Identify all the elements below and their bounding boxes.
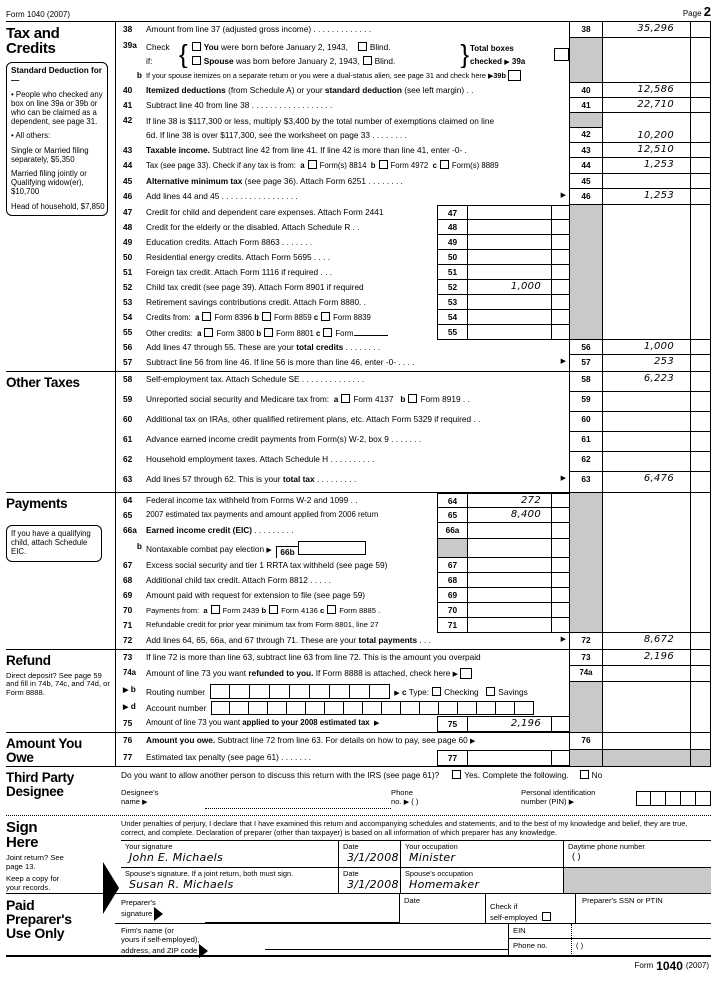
section-refund — [6, 649, 711, 732]
section-title: Paid Preparer's Use Only — [6, 896, 72, 941]
preparer-signature-field[interactable] — [205, 894, 399, 923]
form-line-67: 67 Excess social security and tier 1 RRTA tax withheld (see page 59) 67 — [116, 558, 711, 573]
checkbox-no[interactable] — [580, 770, 589, 779]
form-line-74a: 74a Amount of line 73 you want refunded to you. If Form 8888 is attached, check here ▶ 74a — [116, 666, 711, 682]
form-line-50: 50 Residential energy credits. Attach Form 5695 . . . . 50 — [116, 250, 711, 265]
taxpayer-signature-field[interactable]: John E. Michaels — [129, 850, 224, 864]
signature-table: Your signature John E. Michaels Date 3/1/2008 Your occupation Minister Daytime phone number ( ) Spouse's signature. If a joint return, both must sign. Susan R. Michaels Date 3/1/2008 Spouse's occupation Homemaker — [121, 840, 711, 893]
standard-deduction-note: Standard Deduction for— • People who checked any box on line 39a or 39b or who can be claimed as a dependent, see page 31. • All others: Single or Married filing separately, $5,350 Married filing jointly or Qualifying widow(er), $10,700 Head of household, $7,850 — [6, 62, 108, 216]
brace-left: { — [179, 39, 188, 68]
line-label: Subtract line 40 from line 38 . . . . . . . . . . . . . . . . . . — [146, 100, 333, 110]
checkbox-checking[interactable] — [432, 687, 441, 696]
checkbox-spouse-born-before-1943[interactable] — [192, 56, 201, 65]
amount-field-74a[interactable] — [602, 666, 690, 682]
arrow-icon: ▶ — [123, 687, 129, 694]
spouse-signature-field[interactable]: Susan R. Michaels — [129, 877, 234, 891]
combat-pay-field[interactable] — [298, 541, 366, 555]
section-tax-and-credits — [6, 22, 711, 371]
ein-field[interactable] — [571, 924, 711, 938]
form-line-40: 40 Itemized deductions (from Schedule A) or your standard deduction (see left margin) . . 40 12,586 — [116, 83, 711, 98]
checkbox-other-form[interactable] — [323, 328, 332, 337]
checkbox-form-4136[interactable] — [269, 605, 278, 614]
section-third-party-designee — [6, 766, 711, 815]
eic-note: If you have a qualifying child, attach Schedule EIC. — [6, 525, 102, 562]
form-line-56: 56 Add lines 47 through 55. These are your total credits . . . . . . . . 56 1,000 — [116, 340, 711, 355]
cents-field-38[interactable] — [690, 22, 711, 38]
arrow-icon: ▶ — [560, 358, 566, 365]
form-line-57: 57 Subtract line 56 from line 46. If line 56 is more than line 46, enter -0- . . . . ▶ 57 253 — [116, 355, 711, 371]
form-line-45: 45 Alternative minimum tax (see page 36). Attach Form 6251 . . . . . . . . 45 — [116, 174, 711, 189]
preparer-firm-row: Firm's name (or yours if self-employed), address, and ZIP code EIN Phone no. ( ) — [115, 924, 711, 955]
form-line-60: 60 Additional tax on IRAs, other qualified retirement plans, etc. Attach Form 5329 if required . . 60 — [116, 412, 711, 432]
checkbox-yes[interactable] — [452, 770, 461, 779]
form-line-51: 51 Foreign tax credit. Attach Form 1116 if required . . . 51 — [116, 265, 711, 280]
preparer-phone-field[interactable]: ( ) — [571, 939, 711, 954]
routing-number-field[interactable] — [210, 684, 390, 699]
form-line-70: 70 Payments from: a Form 2439 b Form 4136 c Form 8885 . 70 — [116, 603, 711, 618]
inner-amount-53[interactable] — [467, 295, 551, 310]
form-line-39b: b If your spouse itemizes on a separate return or you were a dual-status alien, see page 31 and check here ▶39b — [116, 68, 711, 83]
checkbox-you-blind[interactable] — [358, 42, 367, 51]
line-label: Tax (see page 33). Check if any tax is from: a Form(s) 8814 b Form 4972 c Form(s) 8889 — [146, 161, 499, 170]
arrow-icon: ▶ — [470, 738, 476, 745]
inner-amount-55[interactable] — [467, 325, 551, 340]
third-party-question-row: Do you want to allow another person to discuss this return with the IRS (see page 61)? Yes. Complete the following. No — [121, 770, 603, 780]
line-label: Check if: { You were born before January 2, 1943, Blind. Spouse was born before January 2, 1943, Blind. } Total boxes checked ▶ 39a — [146, 38, 569, 68]
amount-field-56[interactable]: 1,000 — [602, 340, 690, 355]
amount-field-38[interactable]: 35,296 — [602, 22, 690, 38]
form-8888-checkbox[interactable] — [460, 668, 472, 679]
line-label: Alternative minimum tax (see page 36). Attach Form 6251 . . . . . . . . — [146, 176, 403, 186]
taxpayer-occupation-field[interactable]: Minister — [409, 850, 456, 864]
arrow-icon: ▶ — [568, 798, 575, 806]
amount-field-60[interactable] — [602, 412, 690, 432]
line-label: Add lines 44 and 45 . . . . . . . . . . . . . . . . . ▶ — [146, 191, 566, 201]
form-line-71: 71 Refundable credit for prior year minimum tax from Form 8801, line 27 71 — [116, 618, 711, 633]
form-line-39a: 39a Check if: { You were born before January 2, 1943, Blind. Spouse was born before January 2, 1943, Blind. } Total boxes checked ▶ 39a — [116, 38, 711, 68]
checkbox-form-3800[interactable] — [204, 328, 213, 337]
checkbox-form-2439[interactable] — [211, 605, 220, 614]
form-line-68: 68 Additional child tax credit. Attach Form 8812 . . . . . 68 — [116, 573, 711, 588]
total-boxes-checked-field[interactable] — [554, 48, 569, 61]
inner-amount-75[interactable]: 2,196 — [467, 716, 551, 732]
section-sign-here — [6, 815, 711, 893]
checkbox-spouse-blind[interactable] — [363, 56, 372, 65]
inner-amount-54[interactable] — [467, 310, 551, 325]
amount-field-44[interactable]: 1,253 — [602, 158, 690, 174]
firm-name-field[interactable] — [265, 934, 508, 950]
amount-field-45[interactable] — [602, 174, 690, 189]
perjury-statement: Under penalties of perjury, I declare that I have examined this return and accompanying schedules and statements, and to the best of my knowledge and belief, they are true, correct, and complete. Declaration of preparer (other than taxpayer) is based on all information of which preparer has any knowledge. — [121, 819, 688, 838]
tax-credits-sidebar — [6, 22, 115, 371]
section-title: Tax and Credits — [6, 25, 60, 57]
inner-amount-51[interactable] — [467, 265, 551, 280]
checkbox-form-8859[interactable] — [262, 312, 271, 321]
section-other-taxes — [6, 371, 711, 492]
section-title: Payments — [6, 496, 68, 511]
form-line-64: 64 Federal income tax withheld from Forms W-2 and 1099 . . 64 272 — [116, 493, 711, 508]
brace-right: } — [460, 39, 469, 68]
checkbox-savings[interactable] — [486, 687, 495, 696]
inner-amount-49[interactable] — [467, 235, 551, 250]
inner-amount-71[interactable] — [467, 618, 551, 633]
inner-amount-77[interactable] — [467, 750, 551, 766]
form-line-62: 62 Household employment taxes. Attach Schedule H . . . . . . . . . . 62 — [116, 452, 711, 472]
arrow-icon: ▶ — [403, 798, 410, 806]
checkbox-form-8919[interactable] — [408, 394, 417, 403]
arrow-icon: ▶ — [560, 636, 566, 643]
form-line-66a: 66a Earned income credit (EIC) . . . . . . . . . 66a — [116, 523, 711, 539]
amount-field-57[interactable]: 253 — [602, 355, 690, 371]
amount-field-61[interactable] — [602, 432, 690, 452]
section-title: Amount You Owe — [6, 736, 82, 765]
arrow-icon: ▶ — [560, 192, 566, 199]
inner-amount-48[interactable] — [467, 220, 551, 235]
form-line-46: 46 Add lines 44 and 45 . . . . . . . . . . . . . . . . . ▶ 46 1,253 — [116, 189, 711, 205]
preparer-signature-row: Preparer's signature Date Check if self-employed Preparer's SSN or PTIN — [115, 894, 711, 924]
form-line-73: 73 If line 72 is more than line 63, subtract line 63 from line 72. This is the amount you overpaid 73 2,196 — [116, 650, 711, 666]
section-amount-you-owe — [6, 732, 711, 766]
form-line-38: 38 Amount from line 37 (adjusted gross income) . . . . . . . . . . . . . 38 35,296 — [116, 22, 711, 38]
amount-field-72[interactable]: 8,672 — [602, 633, 690, 649]
arrow-icon: ▶ — [504, 59, 510, 66]
checkbox-form-8801[interactable] — [264, 328, 273, 337]
arrow-icon: ▶ — [452, 671, 459, 678]
line-number: 38 — [123, 24, 133, 34]
inner-amount-65[interactable]: 8,400 — [467, 508, 551, 523]
page-header — [6, 4, 711, 22]
section-title: Refund — [6, 653, 51, 668]
form-line-75: 75 Amount of line 73 you want applied to your 2008 estimated tax ▶ 75 2,196 — [116, 716, 711, 732]
checkbox-form-8839[interactable] — [321, 312, 330, 321]
daytime-phone-field[interactable]: ( ) — [572, 850, 581, 861]
amount-field-58[interactable]: 6,223 — [602, 372, 690, 392]
designee-phone-field[interactable]: ( ) — [411, 796, 419, 806]
form-line-55: 55 Other credits: a Form 3800 b Form 8801 c Form 55 — [116, 325, 711, 340]
checkbox-self-employed[interactable] — [542, 912, 551, 921]
form-line-74d: ▶ d Account number — [116, 699, 711, 716]
account-number-field[interactable] — [211, 701, 534, 715]
amount-field-40[interactable]: 12,586 — [602, 83, 690, 98]
spouse-occupation-field[interactable]: Homemaker — [409, 877, 480, 891]
page-footer: Form 1040 (2007) — [6, 955, 711, 975]
arrow-icon: ▶ — [142, 798, 148, 806]
section-title: Other Taxes — [6, 375, 80, 390]
arrow-icon: ▶ — [487, 73, 494, 80]
amount-field-43[interactable]: 12,510 — [602, 143, 690, 158]
line-label: If your spouse itemizes on a separate return or you were a dual-status alien, see page 31 and check here ▶39b — [146, 68, 569, 83]
pointer-arrow-icon — [199, 944, 208, 958]
arrow-icon: ▶ — [373, 720, 380, 727]
pointer-arrow-icon — [154, 907, 163, 921]
inner-amount-52[interactable]: 1,000 — [467, 280, 551, 295]
taxpayer-sign-date-field[interactable]: 3/1/2008 — [347, 850, 399, 864]
checkbox-you-born-before-1943[interactable] — [192, 42, 201, 51]
other-form-blank[interactable] — [354, 327, 388, 336]
pin-field[interactable] — [636, 791, 711, 815]
amount-field-59[interactable] — [602, 392, 690, 412]
form-line-77: 77 Estimated tax penalty (see page 61) . . . . . . . 77 — [116, 750, 711, 766]
page-number: Page 2 — [682, 4, 711, 19]
form-line-42: 42 If line 38 is $117,300 or less, multiply $3,400 by the total number of exemptions claimed on line 6d. If line 38 is over $117,300, see the worksheet on page 33 . . . . . . . . 42 10,200 — [116, 113, 711, 143]
checkbox-form-8885[interactable] — [327, 605, 336, 614]
checkbox-form-8889[interactable] — [440, 160, 449, 169]
form-line-49: 49 Education credits. Attach Form 8863 . . . . . . . 49 — [116, 235, 711, 250]
inner-amount-69[interactable] — [467, 588, 551, 603]
spouse-sign-date-field[interactable]: 3/1/2008 — [347, 877, 399, 891]
designee-name-field[interactable] — [205, 785, 391, 809]
form-line-76: 76 Amount you owe. Subtract line 72 from line 63. For details on how to pay, see page 60 ▶ 76 — [116, 733, 711, 750]
form-line-52: 52 Child tax credit (see page 39). Attach Form 8901 if required 52 1,000 — [116, 280, 711, 295]
form-id: Form 1040 (2007) — [6, 10, 71, 19]
amount-field-76[interactable] — [602, 733, 690, 750]
form-line-69: 69 Amount paid with request for extension to file (see page 59) 69 — [116, 588, 711, 603]
amount-field-63[interactable]: 6,476 — [602, 472, 690, 492]
direct-deposit-note: Direct deposit? See page 59 and fill in 74b, 74c, and 74d, or Form 8888. — [6, 670, 110, 697]
amount-field-73[interactable]: 2,196 — [602, 650, 690, 666]
form-line-47: 47 Credit for child and dependent care expenses. Attach Form 2441 47 — [116, 205, 711, 220]
amount-field-62[interactable] — [602, 452, 690, 472]
form-line-74b: ▶ b Routing number ▶ c Type: Checking Savings — [116, 682, 711, 699]
keep-copy-note: Keep a copy for your records. — [6, 874, 60, 893]
spouse-itemizes-checkbox[interactable] — [508, 70, 521, 81]
form-line-44: 44 Tax (see page 33). Check if any tax is from: a Form(s) 8814 b Form 4972 c Form(s) 8889 44 1,253 — [116, 158, 711, 174]
checkbox-form-4137[interactable] — [341, 394, 350, 403]
checkbox-form-8814[interactable] — [308, 160, 317, 169]
line-label: Itemized deductions (from Schedule A) or your standard deduction (see left margin) . . — [146, 85, 474, 95]
joint-return-note: Joint return? See page 13. — [6, 853, 64, 871]
form-line-72: 72 Add lines 64, 65, 66a, and 67 through 71. These are your total payments . . . ▶ 72 8,672 — [116, 633, 711, 649]
inner-amount-70[interactable] — [467, 603, 551, 618]
form-line-66b: b Nontaxable combat pay election ▶ 66b — [116, 539, 711, 558]
line-label: Taxable income. Subtract line 42 from line 41. If line 42 is more than line 41, enter -0- . — [146, 145, 467, 155]
amount-field-46[interactable]: 1,253 — [602, 189, 690, 205]
amount-field-41[interactable]: 22,710 — [602, 98, 690, 113]
checkbox-form-4972[interactable] — [379, 160, 388, 169]
section-paid-preparer — [6, 893, 711, 955]
arrow-icon: ▶ — [394, 690, 400, 697]
section-title: Sign Here — [6, 819, 39, 851]
form-line-61: 61 Advance earned income credit payments from Form(s) W-2, box 9 . . . . . . . 61 — [116, 432, 711, 452]
checkbox-form-8396[interactable] — [202, 312, 211, 321]
inner-amount-66b — [467, 539, 551, 558]
form-line-59: 59 Unreported social security and Medicare tax from: a Form 4137 b Form 8919 . . 59 — [116, 392, 711, 412]
inner-amount-50[interactable] — [467, 250, 551, 265]
form-line-48: 48 Credit for the elderly or the disabled. Attach Schedule R . . 48 — [116, 220, 711, 235]
inner-amount-47[interactable] — [467, 205, 551, 220]
arrow-icon: ▶ — [123, 704, 129, 711]
form-line-63: 63 Add lines 57 through 62. This is your total tax . . . . . . . . . ▶ 63 6,476 — [116, 472, 711, 492]
form-line-53: 53 Retirement savings contributions credit. Attach Form 8880. . 53 — [116, 295, 711, 310]
third-party-fields-row: Designee's name ▶ Phone no. ▶ ( ) Personal identification number (PIN) ▶ — [115, 785, 711, 815]
form-line-54: 54 Credits from: a Form 8396 b Form 8859 c Form 8839 54 — [116, 310, 711, 325]
inner-amount-67[interactable] — [467, 558, 551, 573]
form-line-65: 65 2007 estimated tax payments and amount applied from 2006 return 65 8,400 — [116, 508, 711, 523]
section-payments — [6, 492, 711, 649]
line-label: If line 38 is $117,300 or less, multiply $3,400 by the total number of exemptions claimed on line 6d. If line 38 is over $117,300, see the worksheet on page 33 . . . . . . . . — [146, 116, 495, 140]
line-label: Amount from line 37 (adjusted gross income) . . . . . . . . . . . . . — [146, 24, 372, 34]
inner-amount-68[interactable] — [467, 573, 551, 588]
form-line-43: 43 Taxable income. Subtract line 42 from line 41. If line 42 is more than line 41, enter -0- . 43 12,510 — [116, 143, 711, 158]
arrow-icon: ▶ — [560, 475, 566, 482]
form-line-41: 41 Subtract line 40 from line 38 . . . . . . . . . . . . . . . . . . 41 22,710 — [116, 98, 711, 113]
form-line-58: 58 Self-employment tax. Attach Schedule SE . . . . . . . . . . . . . . 58 6,223 — [116, 372, 711, 392]
section-title: Third Party Designee — [6, 770, 74, 799]
inner-amount-66a[interactable] — [467, 523, 551, 539]
amount-field-42[interactable]: 10,200 — [602, 113, 690, 143]
inner-amount-64[interactable]: 272 — [467, 493, 551, 508]
arrow-icon: ▶ — [266, 547, 272, 554]
